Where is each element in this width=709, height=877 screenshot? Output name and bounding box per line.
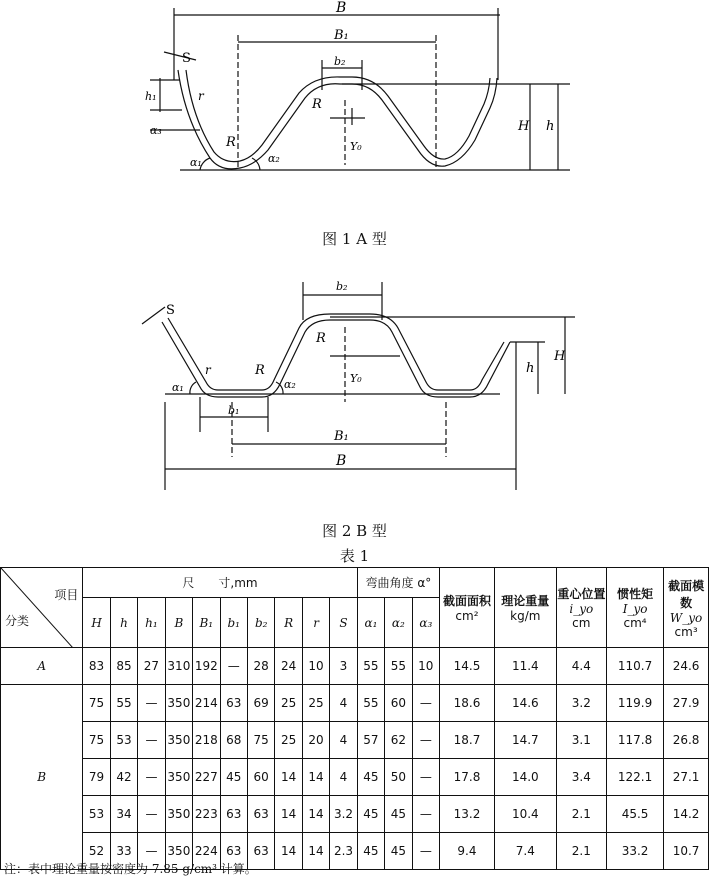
- table-row: [1, 722, 709, 759]
- table-cell: 57: [357, 722, 384, 759]
- center-header: [556, 568, 606, 648]
- col-h1: h₁: [138, 598, 165, 648]
- inertia-unit: cm⁴: [623, 616, 647, 630]
- fig2-label-S: S: [166, 303, 175, 318]
- table-cell: 45: [385, 796, 412, 833]
- table-cell: 45: [357, 833, 384, 870]
- weight-unit: kg/m: [510, 609, 541, 623]
- col-b1: b₁: [220, 598, 247, 648]
- table-cell: 60: [247, 759, 274, 796]
- weight-header-label: 理论重量: [501, 594, 550, 608]
- table-cell: 350: [165, 685, 192, 722]
- table-cell: 53: [110, 722, 137, 759]
- table-cell: 10: [302, 648, 329, 685]
- table-cell: 2.3: [330, 833, 357, 870]
- fig2-label-B: B: [336, 453, 347, 469]
- col-h: h: [110, 598, 137, 648]
- inertia-symbol: I_yo: [622, 602, 648, 616]
- center-unit: cm: [572, 616, 591, 630]
- table-row: [1, 648, 709, 685]
- figure-a-type-diagram: [0, 0, 709, 222]
- fig1-label-h: h: [546, 119, 555, 134]
- table-cell: —: [412, 796, 439, 833]
- table-cell: 53: [83, 796, 110, 833]
- corner-header: [1, 568, 83, 648]
- fig2-label-R: R: [255, 363, 265, 378]
- table-cell: —: [220, 648, 247, 685]
- fig2-label-B1: B₁: [334, 429, 349, 444]
- table-cell: 17.8: [440, 759, 495, 796]
- table-cell: 50: [385, 759, 412, 796]
- table-cell: 63: [220, 833, 247, 870]
- table-cell: 75: [83, 722, 110, 759]
- table-cell: —: [412, 722, 439, 759]
- fig1-label-r: r: [198, 89, 204, 103]
- angle-group-header: 弯曲角度 α°: [357, 568, 439, 598]
- weight-header: [494, 568, 556, 648]
- table-cell: 3: [330, 648, 357, 685]
- col-H: H: [83, 598, 110, 648]
- figure-1-caption: 图 1 A 型: [322, 230, 387, 248]
- table-cell: 350: [165, 796, 192, 833]
- table-cell: 3.1: [556, 722, 606, 759]
- table-cell: 7.4: [494, 833, 556, 870]
- fig2-label-R-top: R: [316, 331, 326, 346]
- center-header-label: 重心位置: [557, 587, 606, 601]
- table-cell: 63: [220, 796, 247, 833]
- fig2-label-Y0: Y₀: [350, 372, 362, 385]
- table-cell: 350: [165, 722, 192, 759]
- table-cell: 45.5: [606, 796, 663, 833]
- table-cell: 122.1: [606, 759, 663, 796]
- table-cell: 45: [357, 796, 384, 833]
- table-cell: 14.0: [494, 759, 556, 796]
- table-cell: 62: [385, 722, 412, 759]
- table-body: [1, 648, 709, 870]
- table-cell: 55: [357, 685, 384, 722]
- table-cell: 350: [165, 759, 192, 796]
- table-cell: 14: [275, 759, 302, 796]
- table-cell: —: [412, 759, 439, 796]
- table-cell: 34: [110, 796, 137, 833]
- table-cell: 79: [83, 759, 110, 796]
- table-row: [1, 759, 709, 796]
- table-cell: 26.8: [664, 722, 709, 759]
- figure-2-caption: 图 2 B 型: [322, 522, 387, 540]
- table-cell: 69: [247, 685, 274, 722]
- table-cell: 10.4: [494, 796, 556, 833]
- table-cell: 63: [247, 796, 274, 833]
- table-cell: 14: [302, 759, 329, 796]
- corner-top-label: 项目: [54, 588, 79, 602]
- table-cell: 60: [385, 685, 412, 722]
- table-cell: 3.2: [556, 685, 606, 722]
- table-cell: 52: [83, 833, 110, 870]
- dim-group-header: 尺 寸,mm: [83, 568, 357, 598]
- fig1-label-S: S: [182, 51, 191, 66]
- spec-table: [0, 567, 709, 870]
- fig2-label-h: h: [526, 361, 535, 376]
- table-cell: 28: [247, 648, 274, 685]
- table-cell: 227: [193, 759, 220, 796]
- table-cell: 33: [110, 833, 137, 870]
- table-cell: 3.2: [330, 796, 357, 833]
- table-cell: 14: [302, 833, 329, 870]
- fig2-label-b2: b₂: [336, 280, 348, 293]
- fig2-label-H: H: [554, 349, 566, 364]
- fig1-label-Y0: Y₀: [350, 140, 362, 153]
- table-cell: 63: [220, 685, 247, 722]
- table-cell: 13.2: [440, 796, 495, 833]
- table-cell: 14: [302, 796, 329, 833]
- table-cell: 218: [193, 722, 220, 759]
- table-cell: 14.6: [494, 685, 556, 722]
- table-cell: 25: [302, 685, 329, 722]
- table-row: [1, 685, 709, 722]
- table-cell: 75: [83, 685, 110, 722]
- table-cell: 9.4: [440, 833, 495, 870]
- table-cell: 45: [357, 759, 384, 796]
- table-cell: 24.6: [664, 648, 709, 685]
- fig1-label-b2: b₂: [334, 55, 346, 68]
- table-cell: —: [138, 722, 165, 759]
- category-cell: A: [1, 648, 83, 685]
- table-cell: 110.7: [606, 648, 663, 685]
- table-cell: 55: [357, 648, 384, 685]
- table-cell: 55: [385, 648, 412, 685]
- col-S: S: [330, 598, 357, 648]
- corner-bottom-label: 分类: [5, 614, 30, 628]
- table-cell: 224: [193, 833, 220, 870]
- table-cell: 45: [220, 759, 247, 796]
- table-cell: 14: [275, 833, 302, 870]
- modulus-header-label: 截面模数: [668, 578, 705, 610]
- col-a3: α₃: [412, 598, 439, 648]
- table-cell: 25: [275, 722, 302, 759]
- table-cell: 68: [220, 722, 247, 759]
- table-cell: 192: [193, 648, 220, 685]
- col-R: R: [275, 598, 302, 648]
- table-cell: 223: [193, 796, 220, 833]
- table-cell: —: [138, 796, 165, 833]
- table-cell: 25: [275, 685, 302, 722]
- fig1-label-H: H: [518, 119, 530, 134]
- table-note: 注：表中理论重量按密度为 7.85 g/cm³ 计算。: [4, 862, 257, 876]
- table-cell: 4: [330, 759, 357, 796]
- table-cell: 24: [275, 648, 302, 685]
- table-title: 表 1: [339, 547, 370, 565]
- table-cell: 214: [193, 685, 220, 722]
- figure-b-type-diagram: [0, 272, 709, 494]
- fig1-label-a2: α₂: [268, 152, 280, 165]
- fig1-label-B1: B₁: [334, 28, 349, 43]
- table-row: [1, 796, 709, 833]
- table-cell: 27.1: [664, 759, 709, 796]
- table-cell: 85: [110, 648, 137, 685]
- col-B: B: [165, 598, 192, 648]
- table-cell: 83: [83, 648, 110, 685]
- table-cell: 14.7: [494, 722, 556, 759]
- table-cell: —: [412, 685, 439, 722]
- category-cell: B: [1, 685, 83, 870]
- table-cell: 4.4: [556, 648, 606, 685]
- table-cell: 14.5: [440, 648, 495, 685]
- modulus-unit: cm³: [674, 624, 698, 639]
- table-cell: 2.1: [556, 833, 606, 870]
- table-cell: 20: [302, 722, 329, 759]
- fig2-label-a2: α₂: [284, 378, 296, 391]
- fig1-label-R-top: R: [312, 97, 322, 112]
- center-symbol: i_yo: [569, 602, 594, 616]
- table-cell: —: [138, 759, 165, 796]
- table-cell: 11.4: [494, 648, 556, 685]
- table-cell: —: [138, 833, 165, 870]
- col-a2: α₂: [385, 598, 412, 648]
- fig2-label-a1: α₁: [172, 381, 184, 394]
- table-cell: 18.6: [440, 685, 495, 722]
- fig1-label-a1: α₁: [190, 156, 202, 169]
- table-cell: 75: [247, 722, 274, 759]
- table-cell: 3.4: [556, 759, 606, 796]
- table-cell: 117.8: [606, 722, 663, 759]
- table-cell: 45: [385, 833, 412, 870]
- modulus-header: [664, 568, 709, 648]
- fig2-label-b1: b₁: [228, 404, 240, 417]
- fig1-label-h1: h₁: [145, 90, 157, 103]
- inertia-header-label: 惯性矩: [617, 587, 654, 601]
- fig2-label-r: r: [205, 363, 211, 377]
- table-cell: 18.7: [440, 722, 495, 759]
- table-cell: —: [412, 833, 439, 870]
- table-cell: 14: [275, 796, 302, 833]
- table-cell: 10: [412, 648, 439, 685]
- area-unit: cm²: [455, 609, 479, 623]
- area-header: [440, 568, 495, 648]
- table-cell: 2.1: [556, 796, 606, 833]
- table-cell: 350: [165, 833, 192, 870]
- col-b2: b₂: [247, 598, 274, 648]
- table-cell: 310: [165, 648, 192, 685]
- table-cell: 14.2: [664, 796, 709, 833]
- table-cell: 63: [247, 833, 274, 870]
- fig1-label-a3: α₃: [150, 124, 162, 137]
- table-cell: 27: [138, 648, 165, 685]
- fig1-label-B: B: [336, 0, 347, 16]
- table-cell: 55: [110, 685, 137, 722]
- table-cell: 119.9: [606, 685, 663, 722]
- inertia-header: [606, 568, 663, 648]
- col-B1: B₁: [193, 598, 220, 648]
- area-header-label: 截面面积: [442, 594, 491, 608]
- fig1-label-R: R: [226, 135, 236, 150]
- table-cell: —: [138, 685, 165, 722]
- table-cell: 4: [330, 722, 357, 759]
- modulus-symbol: W_yo: [669, 610, 703, 625]
- table-cell: 42: [110, 759, 137, 796]
- table-cell: 10.7: [664, 833, 709, 870]
- table-cell: 27.9: [664, 685, 709, 722]
- col-r: r: [302, 598, 329, 648]
- table-cell: 33.2: [606, 833, 663, 870]
- col-a1: α₁: [357, 598, 384, 648]
- table-cell: 4: [330, 685, 357, 722]
